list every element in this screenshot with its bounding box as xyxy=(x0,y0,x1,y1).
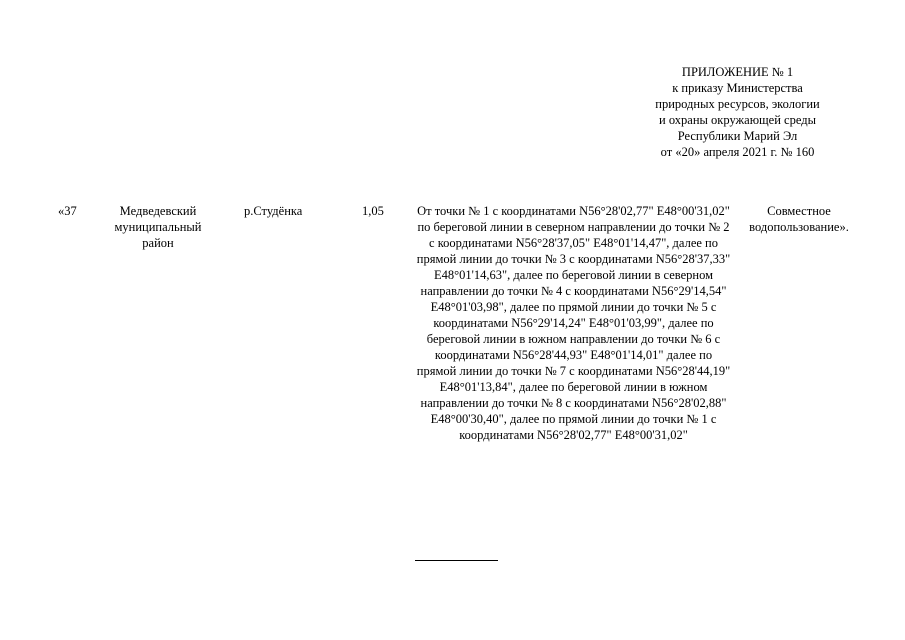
appendix-ministry-line-1: природных ресурсов, экологии xyxy=(655,97,820,111)
appendix-title: ПРИЛОЖЕНИЕ № 1 xyxy=(681,65,794,79)
appendix-republic: Республики Марий Эл xyxy=(677,129,798,143)
district-name: Медведевский муниципальный район xyxy=(114,204,202,250)
appendix-ministry-line-2: и охраны окружающей среды xyxy=(659,113,816,127)
usage-type: Совместное водопользование». xyxy=(749,204,849,234)
row-number: «37 xyxy=(58,204,77,218)
footnote-separator-line xyxy=(415,560,498,561)
river-name: р.Студёнка xyxy=(244,204,303,218)
length-value: 1,05 xyxy=(362,204,384,218)
appendix-order-ref: к приказу Министерства xyxy=(672,81,803,95)
boundary-description: От точки № 1 с координатами N56°28'02,77" E48°00'31,02" по береговой линии в северном направлении до точки № 2 с координатами N56°28'37,05" E48°01'14,47", далее по прямой линии до точки № 3 с координатами N56°28'37,33" E48°01'14,63", далее по береговой линии в северном направлении до точки № 4 с координатами N56°29'14,54" E48°01'03,98", далее по прямой линии до точки № 5 с координатами N56°29'14,24" E48°01'03,99", далее по береговой линии в южном направлении до точки № 6 с координатами N56°28'44,93" E48°01'14,01" далее по прямой линии до точки № 7 с координатами N56°28'44,19" E48°01'13,84", далее по береговой линии в южном направлении до точки № 8 с координатами N56°28'02,88" E48°00'30,40", далее по прямой линии до точки № 1 с координатами N56°28'02,77" E48°00'31,02" xyxy=(416,204,731,442)
appendix-header xyxy=(610,64,865,160)
appendix-date-number: от «20» апреля 2021 г. № 160 xyxy=(660,145,815,159)
